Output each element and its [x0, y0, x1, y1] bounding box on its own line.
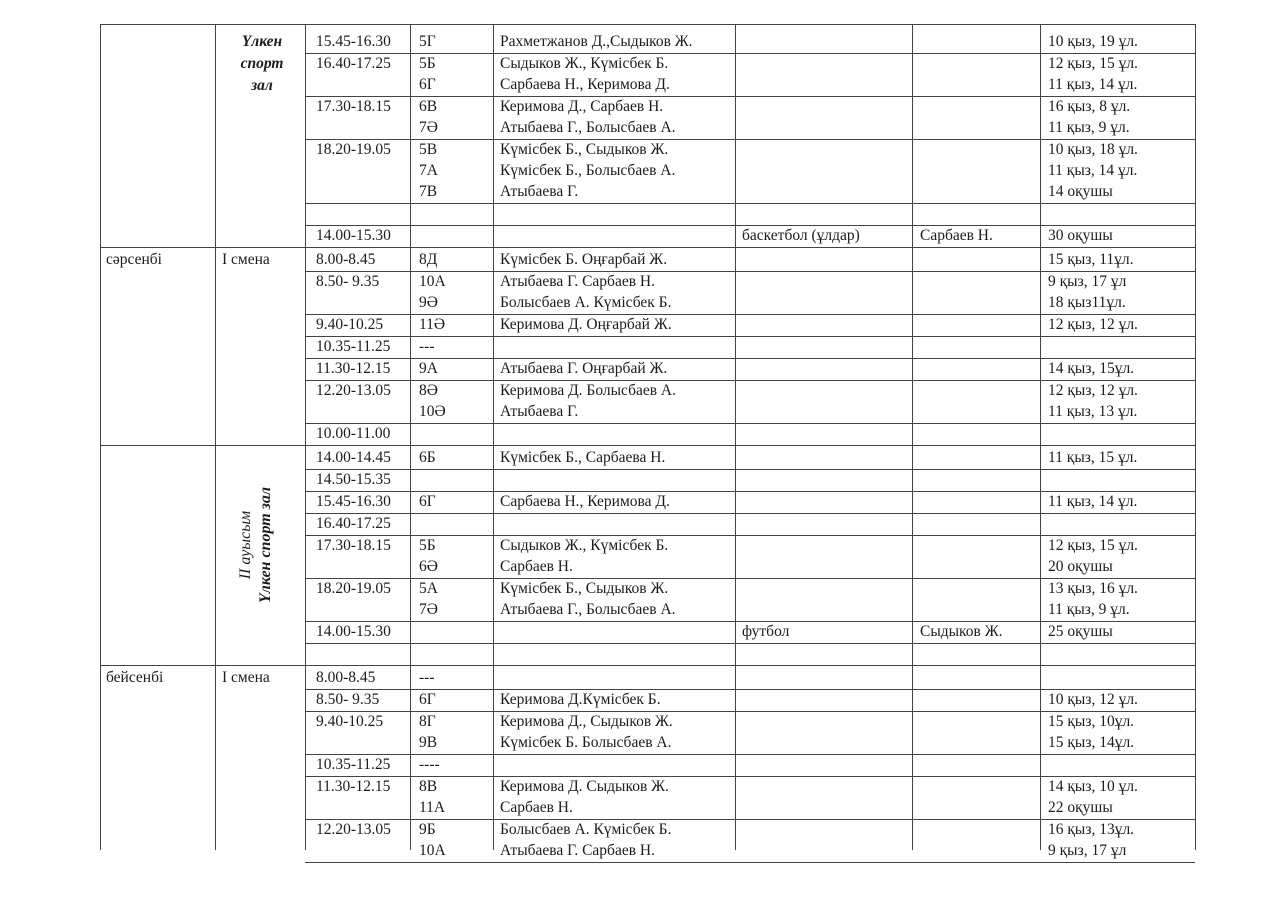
shift-label: I смена	[222, 251, 270, 268]
students-cell: 22 оқушы	[1048, 799, 1113, 816]
time-cell: 8.50- 9.35	[316, 273, 380, 290]
day-label: бейсенбі	[106, 669, 164, 686]
sport-cell: баскетбол (ұлдар)	[742, 227, 860, 244]
row-border	[305, 203, 1195, 204]
class-cell: 10А	[419, 842, 446, 859]
class-cell: 5Б	[419, 537, 436, 554]
students-cell: 15 қыз, 10ұл.	[1048, 713, 1135, 730]
students-cell: 11 қыз, 14 ұл.	[1048, 493, 1138, 510]
teacher-cell: Керимова Д. Болысбаев А.	[500, 382, 676, 399]
class-cell: 10А	[419, 273, 446, 290]
row-border	[305, 423, 1195, 424]
students-cell: 12 қыз, 15 ұл.	[1048, 55, 1138, 72]
teacher-cell: Атыбаева Г. Сарбаев Н.	[500, 842, 655, 859]
students-cell: 10 қыз, 18 ұл.	[1048, 141, 1138, 158]
class-cell: 8Д	[419, 251, 438, 268]
teacher-cell: Керимова Д.Күмісбек Б.	[500, 691, 661, 708]
class-cell: 5А	[419, 580, 438, 597]
class-cell: 9Ә	[419, 294, 438, 311]
time-column-border	[410, 24, 411, 850]
class-cell: 8Ә	[419, 382, 438, 399]
teacher-cell: Болысбаев А. Күмісбек Б.	[500, 821, 672, 838]
students-cell: 11 қыз, 9 ұл.	[1048, 601, 1130, 618]
time-cell: 16.40-17.25	[316, 55, 391, 72]
time-cell: 12.20-13.05	[316, 821, 391, 838]
coach-cell: Сарбаев Н.	[920, 227, 993, 244]
time-cell: 11.30-12.15	[316, 778, 391, 795]
time-cell: 10.35-11.25	[316, 338, 391, 355]
students-cell: 11 қыз, 14 ұл.	[1048, 162, 1138, 179]
time-cell: 14.00-15.30	[316, 227, 391, 244]
teacher-cell: Сыдыков Ж., Күмісбек Б.	[500, 55, 669, 72]
students-cell: 25 оқушы	[1048, 623, 1113, 640]
time-cell: 11.30-12.15	[316, 360, 391, 377]
time-cell: 18.20-19.05	[316, 141, 391, 158]
teacher-cell: Сарбаев Н.	[500, 799, 573, 816]
class-cell: 9В	[419, 734, 438, 751]
teacher-cell: Күмісбек Б., Болысбаев А.	[500, 162, 676, 179]
students-cell: 14 оқушы	[1048, 183, 1113, 200]
teacher-cell: Атыбаева Г.	[500, 403, 579, 420]
teacher-cell: Атыбаева Г., Болысбаев А.	[500, 601, 676, 618]
students-cell: 15 қыз, 11ұл.	[1048, 251, 1134, 268]
teacher-cell: Күмісбек Б., Сыдыков Ж.	[500, 141, 669, 158]
class-cell: 8В	[419, 778, 438, 795]
time-cell: 14.50-15.35	[316, 471, 391, 488]
class-cell: 6Г	[419, 691, 436, 708]
sport-column-border	[912, 24, 913, 850]
time-cell: 16.40-17.25	[316, 515, 391, 532]
class-cell: ---	[419, 669, 435, 686]
students-cell: 11 қыз, 14 ұл.	[1048, 76, 1138, 93]
students-cell: 12 қыз, 12 ұл.	[1048, 382, 1138, 399]
venue-label: спорт	[240, 55, 284, 72]
class-cell: 5В	[419, 141, 438, 158]
students-cell: 18 қыз11ұл.	[1048, 294, 1126, 311]
row-border	[305, 336, 1195, 337]
students-cell: 9 қыз, 17 ұл	[1048, 273, 1127, 290]
day-label: сәрсенбі	[106, 251, 162, 268]
teacher-cell: Керимова Д. Сыдыков Ж.	[500, 778, 669, 795]
venue-label: Үлкен	[241, 33, 283, 50]
time-cell: 10.35-11.25	[316, 756, 391, 773]
time-cell: 17.30-18.15	[316, 98, 391, 115]
class-cell: 9Б	[419, 821, 436, 838]
time-cell: 18.20-19.05	[316, 580, 391, 597]
section-border	[100, 665, 1195, 666]
class-column-border	[493, 24, 494, 850]
students-cell: 11 қыз, 13 ұл.	[1048, 403, 1138, 420]
teacher-cell: Сарбаева Н., Керимова Д.	[500, 76, 670, 93]
class-cell: 7А	[419, 162, 438, 179]
class-cell: 6Ә	[419, 558, 438, 575]
students-cell: 10 қыз, 12 ұл.	[1048, 691, 1138, 708]
class-cell: 7Ә	[419, 601, 438, 618]
teacher-cell: Сарбаева Н., Керимова Д.	[500, 493, 670, 510]
students-cell: 20 оқушы	[1048, 558, 1113, 575]
coach-column-border	[1040, 24, 1041, 850]
teacher-cell: Атыбаева Г. Сарбаев Н.	[500, 273, 655, 290]
row-border	[305, 862, 1195, 863]
time-cell: 12.20-13.05	[316, 382, 391, 399]
class-cell: 5Г	[419, 33, 436, 50]
teacher-cell: Атыбаева Г., Болысбаев А.	[500, 119, 676, 136]
sport-cell: футбол	[742, 623, 790, 640]
class-cell: 7Ә	[419, 119, 438, 136]
class-cell: ---	[419, 338, 435, 355]
day-column-border	[215, 24, 216, 850]
class-cell: 8Г	[419, 713, 436, 730]
class-cell: 11А	[419, 799, 446, 816]
class-cell: 11Ә	[419, 316, 446, 333]
shift-label: I смена	[222, 669, 270, 686]
students-cell: 16 қыз, 13ұл.	[1048, 821, 1135, 838]
students-cell: 9 қыз, 17 ұл	[1048, 842, 1127, 859]
time-cell: 17.30-18.15	[316, 537, 391, 554]
class-cell: 10Ә	[419, 403, 446, 420]
vertical-shift-label	[236, 446, 280, 644]
time-cell: 14.00-14.45	[316, 449, 391, 466]
teacher-cell: Сарбаев Н.	[500, 558, 573, 575]
students-cell: 16 қыз, 8 ұл.	[1048, 98, 1131, 115]
row-border	[305, 643, 1195, 644]
students-cell: 30 оқушы	[1048, 227, 1113, 244]
venue-label: Үлкен спорт зал	[257, 486, 274, 604]
class-cell: 9А	[419, 360, 438, 377]
teacher-cell: Күмісбек Б., Сыдыков Ж.	[500, 580, 669, 597]
students-cell: 14 қыз, 10 ұл.	[1048, 778, 1138, 795]
teacher-column-border	[735, 24, 736, 850]
class-cell: 6В	[419, 98, 438, 115]
section-border	[100, 247, 1195, 248]
students-cell: 10 қыз, 19 ұл.	[1048, 33, 1138, 50]
students-cell: 13 қыз, 16 ұл.	[1048, 580, 1138, 597]
time-cell: 8.50- 9.35	[316, 691, 380, 708]
outer-right-border	[1195, 24, 1196, 850]
teacher-cell: Күмісбек Б. Болысбаев А.	[500, 734, 672, 751]
time-cell: 8.00-8.45	[316, 669, 376, 686]
venue-label: зал	[251, 77, 273, 94]
students-cell: 12 қыз, 15 ұл.	[1048, 537, 1138, 554]
time-cell: 14.00-15.30	[316, 623, 391, 640]
time-cell: 15.45-16.30	[316, 33, 391, 50]
teacher-cell: Сыдыков Ж., Күмісбек Б.	[500, 537, 669, 554]
students-cell: 12 қыз, 12 ұл.	[1048, 316, 1138, 333]
outer-left-border	[100, 24, 101, 850]
students-cell: 11 қыз, 9 ұл.	[1048, 119, 1130, 136]
teacher-cell: Керимова Д., Сыдыков Ж.	[500, 713, 673, 730]
teacher-cell: Күмісбек Б. Оңғарбай Ж.	[500, 251, 668, 268]
students-cell: 11 қыз, 15 ұл.	[1048, 449, 1138, 466]
time-cell: 9.40-10.25	[316, 713, 384, 730]
class-cell: ----	[419, 756, 440, 773]
time-cell: 9.40-10.25	[316, 316, 384, 333]
teacher-cell: Күмісбек Б., Сарбаева Н.	[500, 449, 666, 466]
teacher-cell: Болысбаев А. Күмісбек Б.	[500, 294, 672, 311]
class-cell: 5Б	[419, 55, 436, 72]
shift-column-border	[305, 24, 306, 850]
students-cell: 15 қыз, 14ұл.	[1048, 734, 1135, 751]
time-cell: 15.45-16.30	[316, 493, 391, 510]
teacher-cell: Керимова Д. Оңғарбай Ж.	[500, 316, 672, 333]
teacher-cell: Рахметжанов Д.,Сыдыков Ж.	[500, 33, 693, 50]
shift-label: II ауысым	[237, 510, 254, 580]
time-cell: 10.00-11.00	[316, 425, 391, 442]
students-cell: 14 қыз, 15ұл.	[1048, 360, 1135, 377]
class-cell: 7В	[419, 183, 438, 200]
row-border	[305, 513, 1195, 514]
row-border	[305, 469, 1195, 470]
teacher-cell: Атыбаева Г.	[500, 183, 579, 200]
teacher-cell: Керимова Д., Сарбаев Н.	[500, 98, 664, 115]
class-cell: 6Г	[419, 493, 436, 510]
coach-cell: Сыдыков Ж.	[920, 623, 1003, 640]
class-cell: 6Б	[419, 449, 436, 466]
time-cell: 8.00-8.45	[316, 251, 376, 268]
top-border	[100, 24, 1195, 25]
class-cell: 6Г	[419, 76, 436, 93]
teacher-cell: Атыбаева Г. Оңғарбай Ж.	[500, 360, 668, 377]
